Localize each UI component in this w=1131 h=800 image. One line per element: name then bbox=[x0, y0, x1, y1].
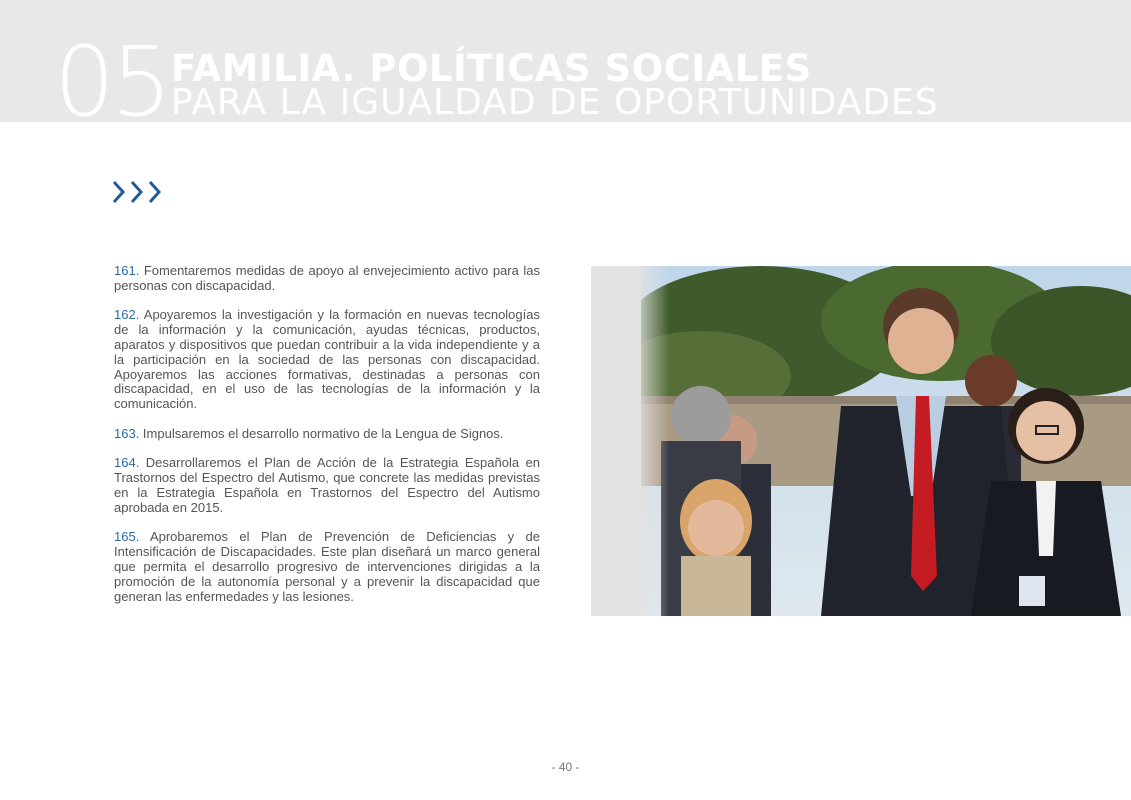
measure-number: 164. bbox=[114, 455, 140, 471]
page-number: - 40 - bbox=[551, 760, 580, 774]
triple-chevron-right-icon bbox=[111, 180, 165, 204]
section-subtitle: PARA LA IGUALDAD DE OPORTUNIDADES bbox=[171, 82, 939, 122]
section-number: 05 bbox=[54, 26, 169, 122]
measures-list bbox=[114, 264, 540, 619]
measure-item bbox=[114, 308, 540, 412]
group-photo bbox=[641, 266, 1131, 616]
measure-text: Apoyaremos la investigación y la formación en nuevas tecnologías de la información y la comunicación, ayudas técnicas, productos, aparatos y dispositivos que puedan contribuir a la vida independiente y a la participación en la sociedad de las personas con discapacidad. Apoyaremos las acciones formativas, destinadas a personas con discapacidad, en el uso de las tecnologías de la información y la comunicación. bbox=[114, 307, 540, 412]
measure-text: Fomentaremos medidas de apoyo al envejecimiento activo para las personas con discapacidad. bbox=[114, 263, 540, 293]
group-photo-illustration bbox=[641, 266, 1131, 616]
measure-number: 161. bbox=[114, 263, 140, 278]
measure-item bbox=[114, 427, 540, 442]
measure-number: 162. bbox=[114, 307, 140, 323]
measure-item bbox=[114, 264, 540, 294]
measure-item bbox=[114, 456, 540, 515]
measure-text: Aprobaremos el Plan de Prevención de Deficiencias y de Intensificación de Discapacidades. Este plan diseñará un marco general que permita el desarrollo progresivo de intervenciones dirigidas a la promoción de la autonomía personal y a prevenir la discapacidad que generan las enfermedades y las lesiones. bbox=[114, 529, 540, 604]
measure-text: Desarrollaremos el Plan de Acción de la Estrategia Española en Trastornos del Espectro del Autismo, que concrete las medidas previstas en la Estrategia Española en Trastornos del Espectro del Autismo aprobada en 2015. bbox=[114, 455, 540, 515]
measure-item bbox=[114, 530, 540, 604]
measure-number: 165. bbox=[114, 529, 140, 545]
section-header bbox=[0, 0, 1131, 122]
measure-number: 163. bbox=[114, 425, 140, 441]
measure-text: Impulsaremos el desarrollo normativo de la Lengua de Signos. bbox=[139, 425, 504, 441]
section-title: FAMILIA. POLÍTICAS SOCIALES bbox=[171, 47, 812, 90]
